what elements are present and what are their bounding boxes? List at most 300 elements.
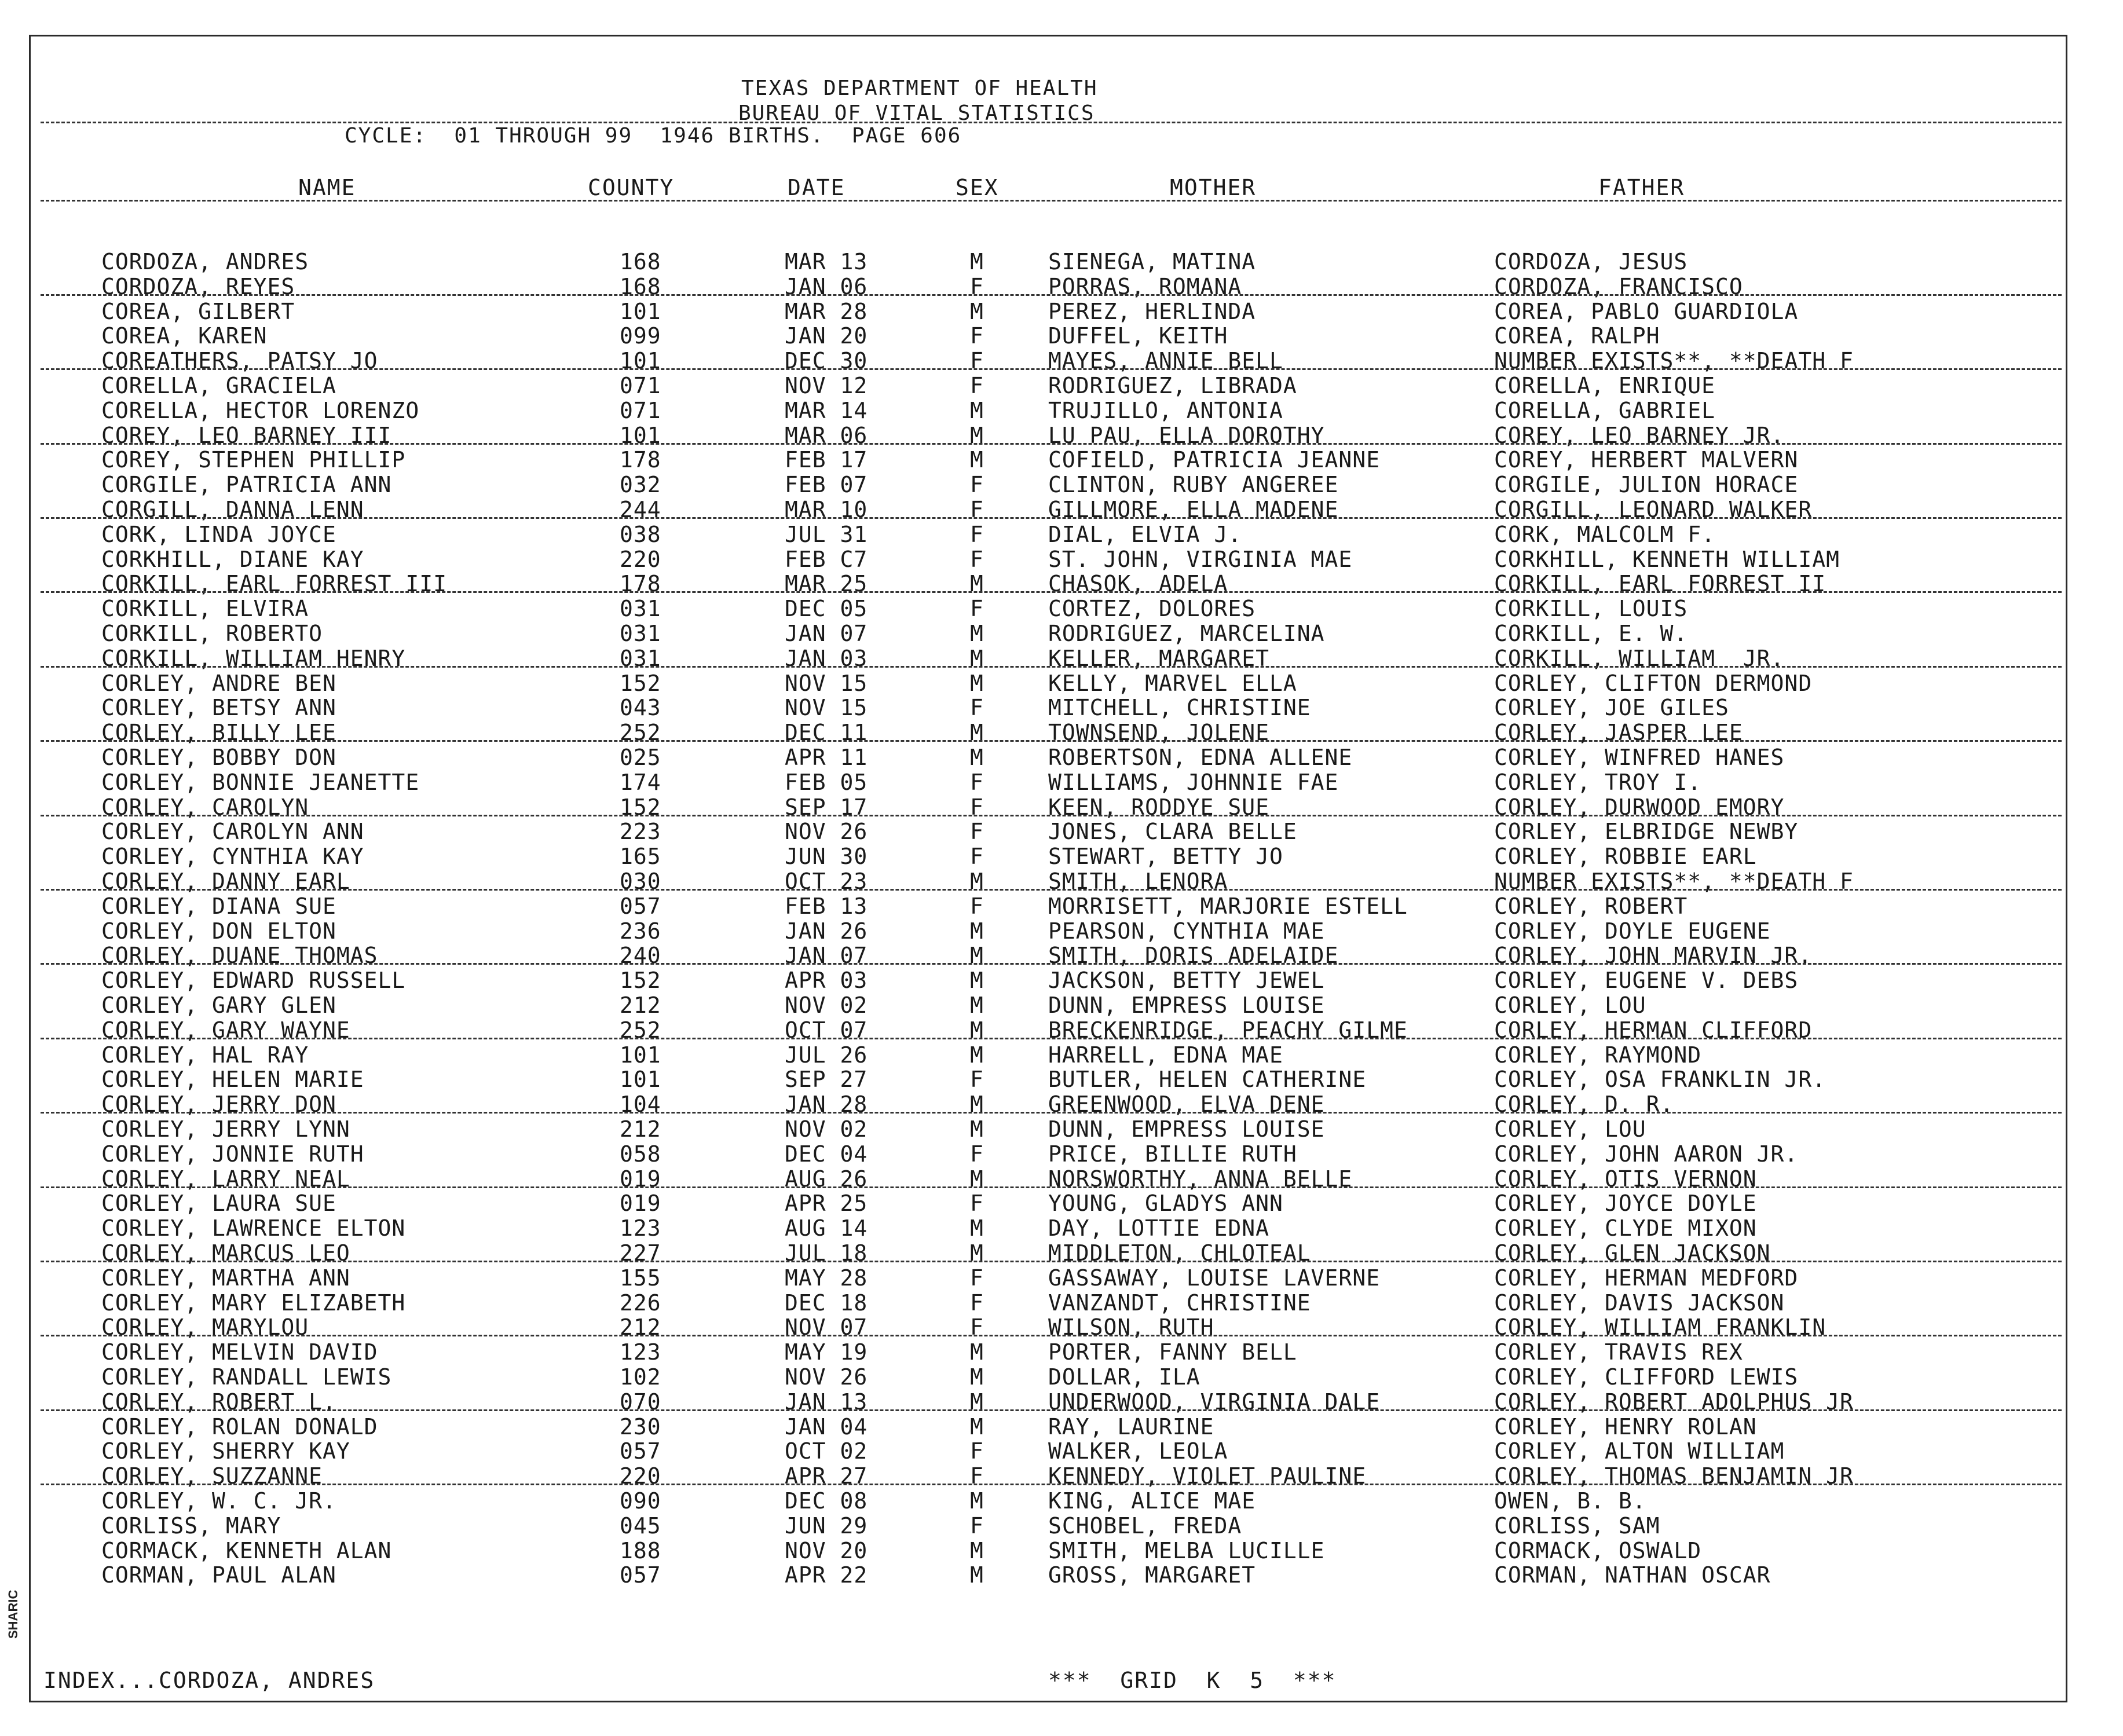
cell-county: 236 xyxy=(620,918,661,944)
cell-father: CORGILL, LEONARD WALKER xyxy=(1494,497,1813,522)
cell-father: CORLEY, JOYCE DOYLE xyxy=(1494,1191,1757,1217)
cell-mother: KEEN, RODDYE SUE xyxy=(1048,794,1270,820)
cell-county: 244 xyxy=(620,497,661,522)
cell-county: 025 xyxy=(620,745,661,770)
cell-county: 168 xyxy=(620,249,661,274)
cell-sex: M xyxy=(970,1166,984,1192)
cell-father: CORLEY, GLEN JACKSON xyxy=(1494,1240,1771,1266)
cell-name: CORLEY, BOBBY DON xyxy=(101,745,336,770)
table-row xyxy=(0,1266,2123,1291)
cell-father: CORKHILL, KENNETH WILLIAM xyxy=(1494,546,1840,572)
cell-name: CORLEY, RANDALL LEWIS xyxy=(101,1364,392,1390)
cell-mother: COFIELD, PATRICIA JEANNE xyxy=(1048,447,1381,473)
cell-father: CORKILL, LOUIS xyxy=(1494,596,1688,622)
cell-county: 031 xyxy=(620,621,661,646)
cell-sex: F xyxy=(970,794,984,820)
cell-name: CORLEY, JERRY LYNN xyxy=(101,1116,350,1142)
row-separator xyxy=(41,1186,2062,1188)
cell-county: 220 xyxy=(620,546,661,572)
cell-father: CORLEY, OSA FRANKLIN JR. xyxy=(1494,1067,1826,1093)
table-row xyxy=(0,819,2123,844)
cell-date: AUG 26 xyxy=(785,1166,868,1192)
row-separator xyxy=(41,1038,2062,1039)
cell-sex: F xyxy=(970,1191,984,1217)
cell-name: COREY, LEO BARNEY III xyxy=(101,422,392,448)
cell-mother: YOUNG, GLADYS ANN xyxy=(1048,1191,1283,1217)
cell-mother: DUNN, EMPRESS LOUISE xyxy=(1048,1116,1325,1142)
cell-mother: LU PAU, ELLA DOROTHY xyxy=(1048,422,1325,448)
cell-sex: M xyxy=(970,968,984,994)
cell-date: MAR 10 xyxy=(785,497,868,522)
cell-date: NOV 15 xyxy=(785,695,868,721)
cell-county: 057 xyxy=(620,893,661,919)
cell-date: NOV 12 xyxy=(785,373,868,398)
table-row xyxy=(0,919,2123,944)
cell-date: JUN 29 xyxy=(785,1512,868,1539)
cell-county: 178 xyxy=(620,447,661,473)
cell-county: 019 xyxy=(620,1166,661,1192)
cell-father: CORLEY, WILLIAM FRANKLIN xyxy=(1494,1314,1826,1341)
cell-sex: M xyxy=(970,992,984,1018)
cell-date: MAR 06 xyxy=(785,422,868,448)
cell-county: 212 xyxy=(620,1314,661,1341)
cell-mother: KING, ALICE MAE xyxy=(1048,1488,1256,1514)
cell-mother: WILLIAMS, JOHNNIE FAE xyxy=(1048,769,1339,795)
cell-county: 070 xyxy=(620,1389,661,1415)
cell-date: JAN 20 xyxy=(785,323,868,349)
cell-date: FEB 07 xyxy=(785,472,868,498)
cell-name: CORLEY, ROBERT L. xyxy=(101,1389,336,1415)
cell-father: CORLEY, RAYMOND xyxy=(1494,1042,1702,1068)
table-row xyxy=(0,894,2123,919)
cell-name: CORK, LINDA JOYCE xyxy=(101,521,336,547)
cell-sex: M xyxy=(970,720,984,746)
cell-date: DEC 18 xyxy=(785,1290,868,1316)
cell-mother: RODRIGUEZ, LIBRADA xyxy=(1048,373,1297,398)
cell-date: OCT 02 xyxy=(785,1438,868,1464)
cell-sex: F xyxy=(970,1067,984,1093)
cell-name: CORKHILL, DIANE KAY xyxy=(101,546,364,572)
cell-sex: M xyxy=(970,621,984,646)
row-separator xyxy=(41,1261,2062,1262)
cell-father: CORKILL, WILLIAM JR. xyxy=(1494,645,1785,671)
cell-father: CORLEY, D. R. xyxy=(1494,1092,1674,1118)
row-separator xyxy=(41,294,2062,296)
table-row xyxy=(0,1142,2123,1167)
row-separator xyxy=(41,666,2062,668)
cell-father: CORLEY, ROBERT xyxy=(1494,893,1688,919)
cell-mother: HARRELL, EDNA MAE xyxy=(1048,1042,1283,1068)
cell-mother: ROBERTSON, EDNA ALLENE xyxy=(1048,745,1353,770)
cell-father: CORDOZA, JESUS xyxy=(1494,249,1688,274)
cell-sex: M xyxy=(970,1017,984,1043)
cell-county: 152 xyxy=(620,670,661,696)
cell-county: 227 xyxy=(620,1240,661,1266)
cell-father: CORLEY, DURWOOD EMORY xyxy=(1494,794,1785,820)
cell-father: CORLISS, SAM xyxy=(1494,1512,1660,1539)
cell-date: MAR 28 xyxy=(785,298,868,324)
cell-mother: DUNN, EMPRESS LOUISE xyxy=(1048,992,1325,1018)
cell-date: APR 22 xyxy=(785,1562,868,1588)
cell-date: JAN 06 xyxy=(785,273,868,299)
row-separator xyxy=(41,1335,2062,1336)
table-row xyxy=(0,373,2123,398)
cell-name: CORLEY, BONNIE JEANETTE xyxy=(101,769,420,795)
cell-date: JAN 26 xyxy=(785,918,868,944)
table-row xyxy=(0,1514,2123,1539)
cell-sex: F xyxy=(970,769,984,795)
cell-sex: M xyxy=(970,298,984,324)
cell-name: CORMAN, PAUL ALAN xyxy=(101,1562,336,1588)
row-separator xyxy=(41,889,2062,891)
cell-sex: M xyxy=(970,571,984,597)
cell-name: CORLEY, LAURA SUE xyxy=(101,1191,336,1217)
cell-father: CORLEY, ROBERT ADOLPHUS JR xyxy=(1494,1389,1854,1415)
cell-county: 045 xyxy=(620,1512,661,1539)
cell-name: CORLEY, DON ELTON xyxy=(101,918,336,944)
cell-sex: F xyxy=(970,1141,984,1167)
cell-sex: F xyxy=(970,348,984,374)
cell-name: CORLEY, GARY WAYNE xyxy=(101,1017,350,1043)
cell-mother: GASSAWAY, LOUISE LAVERNE xyxy=(1048,1265,1381,1291)
cell-date: SEP 17 xyxy=(785,794,868,820)
cell-father: CORLEY, HERMAN CLIFFORD xyxy=(1494,1017,1813,1043)
cell-father: CORLEY, JOHN MARVIN JR. xyxy=(1494,943,1813,969)
cell-county: 165 xyxy=(620,844,661,870)
cell-sex: F xyxy=(970,546,984,572)
cell-father: CORLEY, HENRY ROLAN xyxy=(1494,1413,1757,1440)
cell-sex: F xyxy=(970,373,984,398)
cell-sex: F xyxy=(970,472,984,498)
table-row xyxy=(0,1340,2123,1365)
cell-date: JAN 28 xyxy=(785,1092,868,1118)
cell-sex: M xyxy=(970,1413,984,1440)
cell-mother: SMITH, DORIS ADELAIDE xyxy=(1048,943,1339,969)
cell-mother: KELLY, MARVEL ELLA xyxy=(1048,670,1297,696)
cell-father: CORLEY, HERMAN MEDFORD xyxy=(1494,1265,1799,1291)
cell-sex: F xyxy=(970,1438,984,1464)
cell-county: 220 xyxy=(620,1463,661,1489)
cell-date: JUL 31 xyxy=(785,521,868,547)
cell-date: MAY 19 xyxy=(785,1339,868,1365)
cell-date: APR 25 xyxy=(785,1191,868,1217)
cell-sex: M xyxy=(970,1116,984,1142)
cell-county: 123 xyxy=(620,1215,661,1241)
cell-mother: PEARSON, CYNTHIA MAE xyxy=(1048,918,1325,944)
cell-mother: WALKER, LEOLA xyxy=(1048,1438,1228,1464)
cell-mother: DIAL, ELVIA J. xyxy=(1048,521,1242,547)
row-separator xyxy=(41,740,2062,742)
cell-father: CORKILL, E. W. xyxy=(1494,621,1688,646)
cell-sex: F xyxy=(970,1265,984,1291)
cell-name: CORLEY, HELEN MARIE xyxy=(101,1067,364,1093)
cell-county: 090 xyxy=(620,1488,661,1514)
cell-father: CORLEY, OTIS VERNON xyxy=(1494,1166,1757,1192)
cell-name: CORMACK, KENNETH ALAN xyxy=(101,1537,392,1563)
cell-name: CORLEY, DANNY EARL xyxy=(101,869,350,894)
cell-mother: GROSS, MARGARET xyxy=(1048,1562,1256,1588)
cell-date: MAY 28 xyxy=(785,1265,868,1291)
cell-sex: M xyxy=(970,1240,984,1266)
cell-father: CORLEY, LOU xyxy=(1494,1116,1646,1142)
cell-date: NOV 26 xyxy=(785,819,868,845)
cell-mother: RODRIGUEZ, MARCELINA xyxy=(1048,621,1325,646)
cell-name: CORGILL, DANNA LENN xyxy=(101,497,364,522)
column-header-sex: SEX xyxy=(956,175,999,200)
cell-county: 031 xyxy=(620,596,661,622)
cell-mother: CLINTON, RUBY ANGEREE xyxy=(1048,472,1339,498)
cell-father: COREY, LEO BARNEY JR. xyxy=(1494,422,1785,448)
cell-father: CORLEY, JASPER LEE xyxy=(1494,720,1743,746)
cell-father: CORDOZA, FRANCISCO xyxy=(1494,273,1743,299)
column-header-mother: MOTHER xyxy=(1170,175,1257,200)
cell-sex: F xyxy=(970,1314,984,1341)
cell-name: CORLEY, DUANE THOMAS xyxy=(101,943,378,969)
cell-mother: DUFFEL, KEITH xyxy=(1048,323,1228,349)
cell-mother: VANZANDT, CHRISTINE xyxy=(1048,1290,1311,1316)
cell-sex: F xyxy=(970,323,984,349)
table-row xyxy=(0,1563,2123,1588)
cell-name: CORLEY, MARY ELIZABETH xyxy=(101,1290,406,1316)
cell-sex: M xyxy=(970,1389,984,1415)
row-separator xyxy=(41,815,2062,816)
cell-date: JUL 18 xyxy=(785,1240,868,1266)
cell-sex: M xyxy=(970,397,984,423)
cell-mother: KELLER, MARGARET xyxy=(1048,645,1270,671)
cell-date: APR 11 xyxy=(785,745,868,770)
table-row xyxy=(0,1291,2123,1316)
cell-father: CORMAN, NATHAN OSCAR xyxy=(1494,1562,1771,1588)
cell-name: COREA, KAREN xyxy=(101,323,268,349)
cell-mother: DOLLAR, ILA xyxy=(1048,1364,1200,1390)
header-cycle: CYCLE: 01 THROUGH 99 1946 BIRTHS. PAGE 606 xyxy=(345,124,962,148)
table-row xyxy=(0,473,2123,497)
cell-mother: MORRISETT, MARJORIE ESTELL xyxy=(1048,893,1408,919)
cell-name: CORLEY, BETSY ANN xyxy=(101,695,336,721)
cell-county: 030 xyxy=(620,869,661,894)
cell-father: CORLEY, CLIFFORD LEWIS xyxy=(1494,1364,1799,1390)
cell-name: CORLEY, HAL RAY xyxy=(101,1042,309,1068)
row-separator xyxy=(41,517,2062,519)
cell-father: CORLEY, ELBRIDGE NEWBY xyxy=(1494,819,1799,845)
table-row xyxy=(0,770,2123,795)
cell-date: NOV 07 xyxy=(785,1314,868,1341)
cell-county: 188 xyxy=(620,1537,661,1563)
cell-father: CORLEY, CLYDE MIXON xyxy=(1494,1215,1757,1241)
cell-mother: SCHOBEL, FREDA xyxy=(1048,1512,1242,1539)
cell-father: CORLEY, CLIFTON DERMOND xyxy=(1494,670,1813,696)
cell-county: 101 xyxy=(620,298,661,324)
cell-father: CORLEY, JOHN AARON JR. xyxy=(1494,1141,1799,1167)
cell-sex: M xyxy=(970,1364,984,1390)
cell-mother: SMITH, MELBA LUCILLE xyxy=(1048,1537,1325,1563)
cell-name: CORLEY, MARYLOU xyxy=(101,1314,309,1341)
cell-county: 031 xyxy=(620,645,661,671)
cell-name: CORLEY, JONNIE RUTH xyxy=(101,1141,364,1167)
cell-date: JUN 30 xyxy=(785,844,868,870)
cell-date: NOV 26 xyxy=(785,1364,868,1390)
cell-name: CORLEY, BILLY LEE xyxy=(101,720,336,746)
cell-date: OCT 07 xyxy=(785,1017,868,1043)
cell-date: JAN 07 xyxy=(785,621,868,646)
cell-date: DEC 04 xyxy=(785,1141,868,1167)
header-rule xyxy=(41,122,2062,123)
cell-county: 104 xyxy=(620,1092,661,1118)
header-subtitle: BUREAU OF VITAL STATISTICS xyxy=(738,101,1095,125)
cell-father: CORLEY, EUGENE V. DEBS xyxy=(1494,968,1799,994)
row-separator xyxy=(41,1112,2062,1114)
cell-father: CORKILL, EARL FORREST II xyxy=(1494,571,1826,597)
cell-mother: CORTEZ, DOLORES xyxy=(1048,596,1256,622)
table-row xyxy=(0,448,2123,473)
footer-grid: *** GRID K 5 *** xyxy=(1048,1668,1337,1693)
cell-mother: MAYES, ANNIE BELL xyxy=(1048,348,1283,374)
cell-date: DEC 11 xyxy=(785,720,868,746)
cell-sex: M xyxy=(970,1092,984,1118)
cell-name: CORLEY, SHERRY KAY xyxy=(101,1438,350,1464)
cell-mother: GREENWOOD, ELVA DENE xyxy=(1048,1092,1325,1118)
cell-mother: KENNEDY, VIOLET PAULINE xyxy=(1048,1463,1367,1489)
cell-mother: GILLMORE, ELLA MADENE xyxy=(1048,497,1339,522)
table-row xyxy=(0,398,2123,423)
table-row xyxy=(0,993,2123,1018)
cell-sex: F xyxy=(970,1290,984,1316)
cell-date: MAR 14 xyxy=(785,397,868,423)
cell-mother: TOWNSEND, JOLENE xyxy=(1048,720,1270,746)
cell-county: 152 xyxy=(620,794,661,820)
table-row xyxy=(0,621,2123,646)
cell-county: 101 xyxy=(620,422,661,448)
table-row xyxy=(0,1191,2123,1216)
table-row xyxy=(0,1216,2123,1241)
table-row xyxy=(0,844,2123,869)
cell-sex: F xyxy=(970,497,984,522)
table-row xyxy=(0,250,2123,274)
cell-date: JAN 04 xyxy=(785,1413,868,1440)
cell-date: JAN 13 xyxy=(785,1389,868,1415)
cell-sex: M xyxy=(970,1488,984,1514)
table-row xyxy=(0,522,2123,547)
cell-date: MAR 25 xyxy=(785,571,868,597)
cell-county: 057 xyxy=(620,1438,661,1464)
cell-father: CORLEY, DOYLE EUGENE xyxy=(1494,918,1771,944)
table-row xyxy=(0,299,2123,324)
cell-county: 152 xyxy=(620,968,661,994)
cell-sex: F xyxy=(970,521,984,547)
cell-mother: JONES, CLARA BELLE xyxy=(1048,819,1297,845)
cell-date: MAR 13 xyxy=(785,249,868,274)
cell-father: CORLEY, LOU xyxy=(1494,992,1646,1018)
cell-date: JAN 03 xyxy=(785,645,868,671)
cell-county: 174 xyxy=(620,769,661,795)
cell-name: CORLEY, CAROLYN xyxy=(101,794,309,820)
table-row xyxy=(0,596,2123,621)
cell-mother: PORRAS, ROMANA xyxy=(1048,273,1242,299)
row-separator xyxy=(41,443,2062,445)
cell-sex: M xyxy=(970,1537,984,1563)
cell-name: CORDOZA, ANDRES xyxy=(101,249,309,274)
cell-father: CORGILE, JULION HORACE xyxy=(1494,472,1799,498)
table-row xyxy=(0,1365,2123,1390)
column-header-rule xyxy=(41,200,2062,202)
cell-name: CORELLA, GRACIELA xyxy=(101,373,336,398)
cell-mother: TRUJILLO, ANTONIA xyxy=(1048,397,1283,423)
cell-county: 178 xyxy=(620,571,661,597)
cell-mother: UNDERWOOD, VIRGINIA DALE xyxy=(1048,1389,1381,1415)
table-row xyxy=(0,1489,2123,1514)
cell-name: CORLEY, LAWRENCE ELTON xyxy=(101,1215,406,1241)
table-row xyxy=(0,695,2123,720)
table-row xyxy=(0,324,2123,349)
row-separator xyxy=(41,1409,2062,1411)
cell-sex: F xyxy=(970,844,984,870)
cell-name: CORLEY, CYNTHIA KAY xyxy=(101,844,364,870)
cell-mother: BRECKENRIDGE, PEACHY GILME xyxy=(1048,1017,1408,1043)
cell-father: NUMBER EXISTS**, **DEATH F xyxy=(1494,348,1854,374)
cell-name: CORLEY, CAROLYN ANN xyxy=(101,819,364,845)
cell-date: NOV 02 xyxy=(785,992,868,1018)
cell-sex: M xyxy=(970,943,984,969)
table-row xyxy=(0,1067,2123,1092)
cell-date: AUG 14 xyxy=(785,1215,868,1241)
cell-father: CORLEY, ROBBIE EARL xyxy=(1494,844,1757,870)
table-row xyxy=(0,968,2123,993)
cell-mother: PRICE, BILLIE RUTH xyxy=(1048,1141,1297,1167)
cell-father: CORELLA, GABRIEL xyxy=(1494,397,1716,423)
cell-sex: M xyxy=(970,249,984,274)
cell-date: DEC 05 xyxy=(785,596,868,622)
cell-name: COREATHERS, PATSY JO xyxy=(101,348,378,374)
cell-date: DEC 30 xyxy=(785,348,868,374)
cell-mother: WILSON, RUTH xyxy=(1048,1314,1214,1341)
table-row xyxy=(0,745,2123,770)
cell-sex: F xyxy=(970,1512,984,1539)
cell-name: CORLEY, LARRY NEAL xyxy=(101,1166,350,1192)
cell-father: COREA, RALPH xyxy=(1494,323,1660,349)
cell-father: CORLEY, TRAVIS REX xyxy=(1494,1339,1743,1365)
cell-date: OCT 23 xyxy=(785,869,868,894)
cell-sex: M xyxy=(970,1042,984,1068)
cell-name: CORLEY, MARCUS LEO xyxy=(101,1240,350,1266)
cell-date: JAN 07 xyxy=(785,943,868,969)
cell-county: 057 xyxy=(620,1562,661,1588)
cell-name: CORLEY, MARTHA ANN xyxy=(101,1265,350,1291)
table-row xyxy=(0,1539,2123,1563)
cell-date: NOV 02 xyxy=(785,1116,868,1142)
cell-county: 223 xyxy=(620,819,661,845)
cell-sex: M xyxy=(970,422,984,448)
cell-sex: M xyxy=(970,447,984,473)
cell-father: COREY, HERBERT MALVERN xyxy=(1494,447,1799,473)
cell-mother: BUTLER, HELEN CATHERINE xyxy=(1048,1067,1367,1093)
cell-name: CORKILL, WILLIAM HENRY xyxy=(101,645,406,671)
cell-mother: PEREZ, HERLINDA xyxy=(1048,298,1256,324)
cell-mother: SMITH, LENORA xyxy=(1048,869,1228,894)
cell-name: CORLEY, DIANA SUE xyxy=(101,893,336,919)
row-separator xyxy=(41,591,2062,593)
cell-date: FEB 05 xyxy=(785,769,868,795)
cell-county: 226 xyxy=(620,1290,661,1316)
table-row xyxy=(0,1415,2123,1440)
cell-county: 043 xyxy=(620,695,661,721)
cell-name: CORGILE, PATRICIA ANN xyxy=(101,472,392,498)
cell-county: 252 xyxy=(620,1017,661,1043)
cell-mother: ST. JOHN, VIRGINIA MAE xyxy=(1048,546,1353,572)
cell-county: 168 xyxy=(620,273,661,299)
cell-date: SEP 27 xyxy=(785,1067,868,1093)
cell-father: CORLEY, JOE GILES xyxy=(1494,695,1729,721)
cell-father: CORELLA, ENRIQUE xyxy=(1494,373,1716,398)
